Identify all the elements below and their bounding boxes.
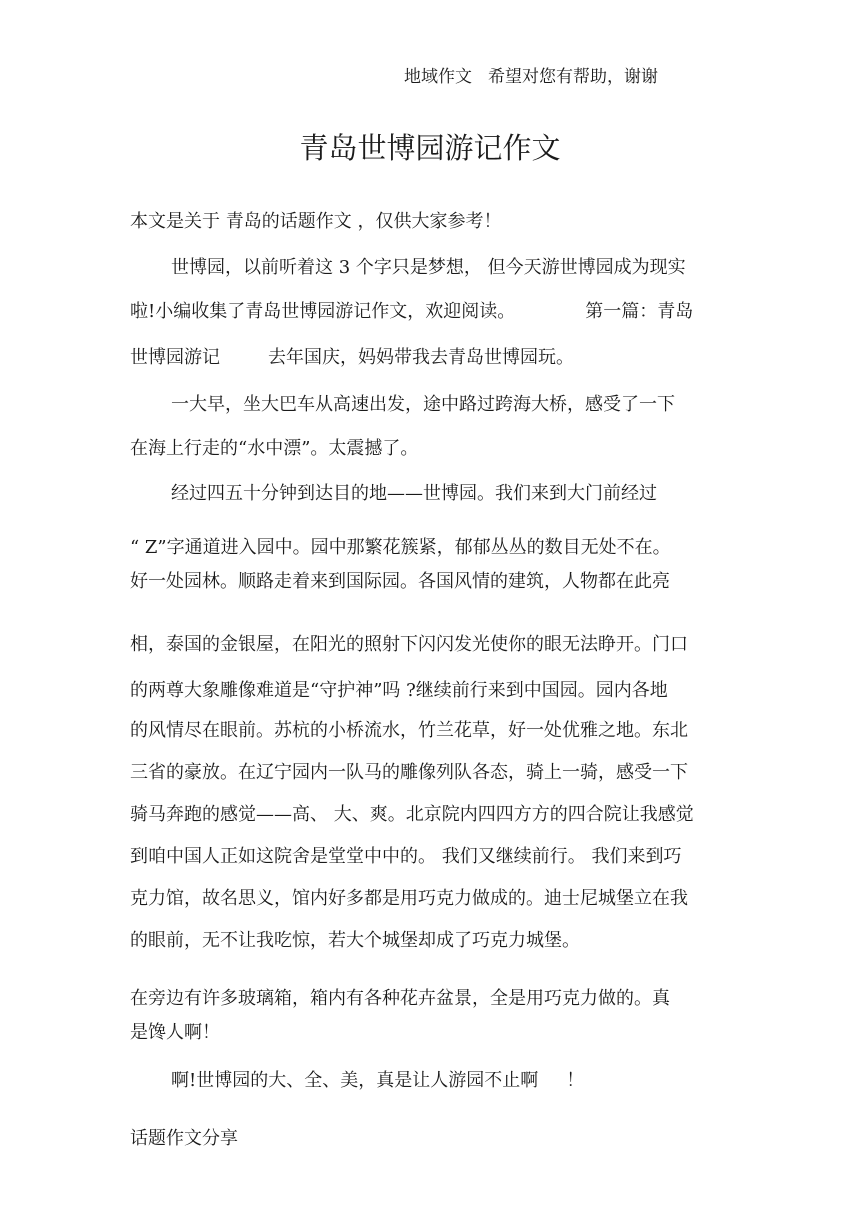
paragraph-line: 相，泰国的金银屋，在阳光的照射下闪闪发光使你的眼无法睁开。门口 — [130, 634, 688, 655]
paragraph-text: 啊!世博园的大、全、美，真是让人游园不止啊 — [171, 1070, 539, 1091]
paragraph-text: 啦!小编收集了青岛世博园游记作文，欢迎阅读。 — [130, 301, 516, 322]
paragraph-line: 好一处园林。顺路走着来到国际园。各国风情的建筑，人物都在此亮 — [130, 571, 670, 592]
paragraph-line: 经过四五十分钟到达目的地——世博园。我们来到大门前经过 — [171, 483, 657, 504]
header-note — [404, 66, 658, 88]
paragraph-line: 三省的豪放。在辽宁园内一队马的雕像列队各态，骑上一骑，感受一下 — [130, 762, 688, 783]
paragraph-line: 在海上行走的“水中漂”。太震撼了。 — [130, 438, 419, 459]
paragraph-line: “ Z”字通道进入园中。园中那繁花簇紧，郁郁丛丛的数目无处不在。 — [130, 537, 671, 558]
paragraph-line: 克力馆，故名思义，馆内好多都是用巧克力做成的。迪士尼城堡立在我 — [130, 888, 688, 909]
paragraph-line — [130, 300, 693, 324]
section-heading: 第一篇：青岛 — [585, 301, 694, 322]
header-category: 地域作文 — [404, 67, 472, 87]
paragraph-line: 在旁边有许多玻璃箱，箱内有各种花卉盆景，全是用巧克力做的。真 — [130, 988, 670, 1009]
header-thanks: 希望对您有帮助，谢谢 — [488, 67, 658, 87]
paragraph-line: 的两尊大象雕像难道是“守护神”吗 ?继续前行来到中国园。园内各地 — [130, 680, 668, 701]
paragraph-line: 骑马奔跑的感觉——高、 大、爽。北京院内四四方方的四合院让我感觉 — [130, 804, 694, 825]
exclamation-mark: ！ — [566, 1070, 585, 1091]
paragraph-line: 是馋人啊！ — [130, 1022, 220, 1043]
page-title: 青岛世博园游记作文 — [299, 131, 561, 165]
paragraph-line: 的眼前，无不让我吃惊，若大个城堡却成了巧克力城堡。 — [130, 930, 580, 951]
paragraph-line — [171, 1069, 584, 1093]
paragraph-line: 世博园，以前听着这 3 个字只是梦想， 但今天游世博园成为现实 — [171, 257, 686, 278]
paragraph-line: 一大早，坐大巴车从高速出发，途中路过跨海大桥，感受了一下 — [171, 394, 675, 415]
paragraph-text: 去年国庆，妈妈带我去青岛世博园玩。 — [268, 347, 574, 368]
paragraph-line: 的风情尽在眼前。苏杭的小桥流水，竹兰花草，好一处优雅之地。东北 — [130, 720, 688, 741]
section-heading: 世博园游记 — [130, 347, 220, 368]
paragraph-line — [130, 346, 574, 370]
paragraph-line: 到咱中国人正如这院舍是堂堂中中的。 我们又继续前行。 我们来到巧 — [130, 846, 682, 867]
footer-label: 话题作文分享 — [130, 1128, 238, 1149]
intro-line: 本文是关于 青岛的话题作文 ，仅供大家参考！ — [130, 211, 502, 232]
